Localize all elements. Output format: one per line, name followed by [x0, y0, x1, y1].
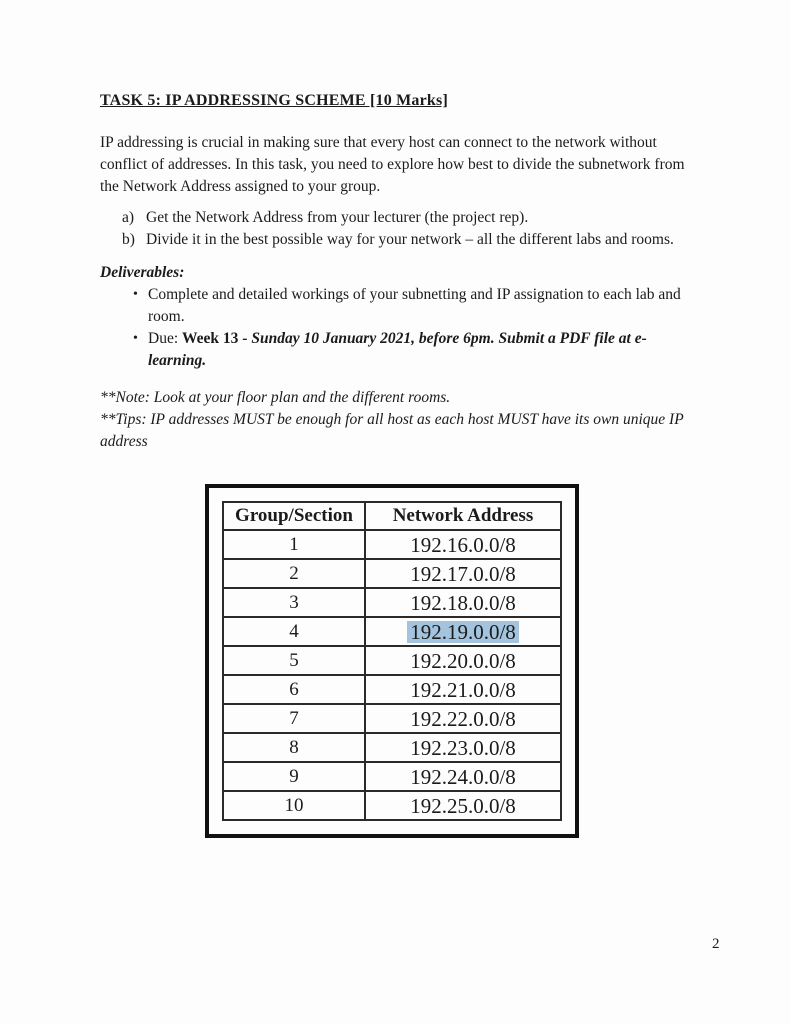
address-value-highlighted: 192.19.0.0/8 — [407, 621, 519, 643]
step-text: Get the Network Address from your lecturer (the project rep). — [146, 209, 529, 226]
step-list — [100, 207, 700, 251]
address-cell — [365, 617, 561, 646]
address-cell — [365, 559, 561, 588]
address-value: 192.21.0.0/8 — [410, 677, 516, 702]
document-content — [100, 90, 700, 838]
deliverable-text — [148, 328, 700, 372]
address-cell — [365, 646, 561, 675]
address-value: 192.22.0.0/8 — [410, 706, 516, 731]
deliverables-heading: Deliverables: — [100, 264, 185, 281]
step-marker: a) — [122, 209, 135, 226]
address-value: 192.20.0.0/8 — [410, 648, 516, 673]
table-row — [223, 733, 561, 762]
group-cell: 7 — [223, 704, 365, 733]
group-cell: 10 — [223, 791, 365, 820]
step-item-a — [100, 207, 700, 229]
due-week: Week 13 - — [182, 330, 252, 347]
deliverable-item — [100, 284, 700, 328]
deliverable-item — [100, 328, 700, 372]
table-row — [223, 588, 561, 617]
header-network-address: Network Address — [365, 502, 561, 530]
bullet-icon: • — [133, 287, 138, 302]
page-number: 2 — [712, 936, 720, 952]
notes-block — [100, 387, 700, 453]
table-row — [223, 675, 561, 704]
group-cell: 2 — [223, 559, 365, 588]
address-cell — [365, 733, 561, 762]
address-cell — [365, 530, 561, 559]
table-row — [223, 762, 561, 791]
address-value: 192.24.0.0/8 — [410, 764, 516, 789]
table-row — [223, 704, 561, 733]
address-cell — [365, 704, 561, 733]
table-row — [223, 646, 561, 675]
address-cell — [365, 675, 561, 704]
address-value: 192.23.0.0/8 — [410, 735, 516, 760]
group-cell: 5 — [223, 646, 365, 675]
address-value: 192.25.0.0/8 — [410, 793, 516, 818]
address-cell — [365, 791, 561, 820]
deliverables-list — [100, 284, 700, 372]
group-cell: 6 — [223, 675, 365, 704]
group-cell: 3 — [223, 588, 365, 617]
table-row — [223, 530, 561, 559]
bullet-icon: • — [133, 331, 138, 346]
step-marker: b) — [122, 231, 135, 248]
intro-paragraph: IP addressing is crucial in making sure that every host can connect to the network without conflict of addresses. In this task, you need to explore how best to divide the subnetwork from the Network Address assigned to your group. — [100, 134, 685, 195]
address-value: 192.16.0.0/8 — [410, 532, 516, 557]
network-address-table — [222, 501, 562, 821]
table-header-row — [223, 502, 561, 530]
note-line: **Note: Look at your floor plan and the different rooms. — [100, 389, 451, 406]
group-cell: 8 — [223, 733, 365, 762]
task-title: TASK 5: IP ADDRESSING SCHEME [10 Marks] — [100, 92, 448, 109]
header-group-section: Group/Section — [223, 502, 365, 530]
address-table-frame — [205, 484, 579, 838]
group-cell: 1 — [223, 530, 365, 559]
address-cell — [365, 762, 561, 791]
address-value: 192.18.0.0/8 — [410, 590, 516, 615]
table-row — [223, 617, 561, 646]
group-cell: 4 — [223, 617, 365, 646]
group-cell: 9 — [223, 762, 365, 791]
due-date: Sunday 10 January 2021, before 6pm. Submit a PDF file at e-learning. — [148, 330, 647, 369]
address-value: 192.17.0.0/8 — [410, 561, 516, 586]
table-row — [223, 791, 561, 820]
deliverable-text: Complete and detailed workings of your subnetting and IP assignation to each lab and room. — [148, 286, 681, 325]
tips-line: **Tips: IP addresses MUST be enough for all host as each host MUST have its own unique IP address — [100, 411, 684, 450]
due-prefix: Due: — [148, 330, 183, 347]
table-row — [223, 559, 561, 588]
step-text: Divide it in the best possible way for your network – all the different labs and rooms. — [146, 231, 674, 248]
address-cell — [365, 588, 561, 617]
step-item-b — [100, 229, 700, 251]
